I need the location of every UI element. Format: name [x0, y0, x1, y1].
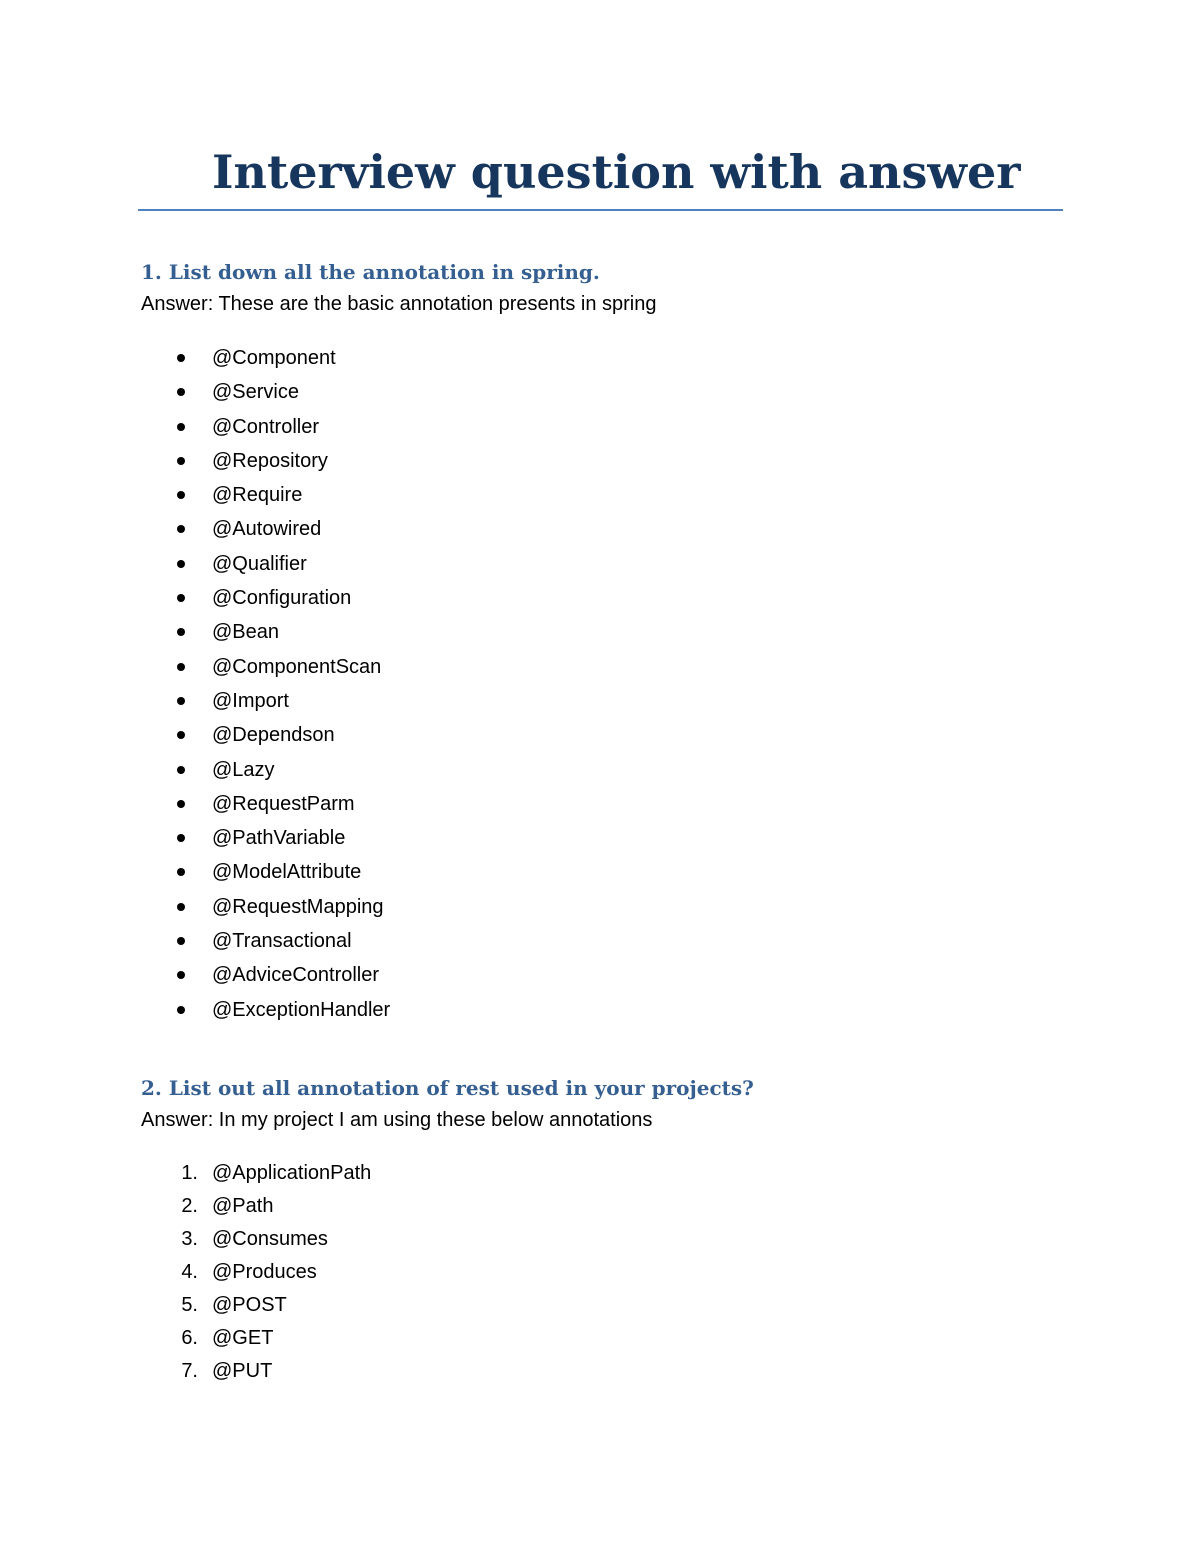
title-underline — [138, 209, 1063, 211]
bullet-icon — [177, 491, 185, 499]
question-1-heading: 1. List down all the annotation in spring. — [141, 260, 600, 284]
list-number: 3. — [181, 1228, 198, 1250]
bullet-icon — [177, 731, 185, 739]
list-number: 4. — [181, 1261, 198, 1283]
list-number: 1. — [181, 1162, 198, 1184]
bullet-icon — [177, 937, 185, 945]
bullet-icon — [177, 354, 185, 362]
bullet-icon — [177, 457, 185, 465]
answer-2-text: Answer: In my project I am using these below annotations — [141, 1109, 653, 1131]
bullet-icon — [177, 800, 185, 808]
bullet-icon — [177, 766, 185, 774]
bullet-icon — [177, 423, 185, 431]
list-number: 7. — [181, 1360, 198, 1382]
bullet-icon — [177, 628, 185, 636]
bullet-icon — [177, 388, 185, 396]
document-page: Interview question with answer 1. List down all the annotation in spring. Answer: These are the basic annotation presents in spring @Component @Service @Controller @Repository @Require @Autowired @Qualifier @Configuration @Bean @ComponentScan @Import @Dependson @Lazy @RequestParm @PathVariable @ModelAttribute @RequestMapping @Transactional @AdviceController @ExceptionHandler 2. List out all annotation of rest used in your projects? Answer: In my project I am using these below annotations 1. @ApplicationPath 2. @Path 3. @Consumes 4. @Produces 5. @POST 6. @GET 7. @PUT — [0, 0, 1200, 1553]
bullet-icon — [177, 971, 185, 979]
bullet-icon — [177, 697, 185, 705]
answer-1-text: Answer: These are the basic annotation presents in spring — [141, 293, 657, 315]
bullet-icon — [177, 594, 185, 602]
list-number: 2. — [181, 1195, 198, 1217]
question-2-heading: 2. List out all annotation of rest used in your projects? — [141, 1076, 754, 1100]
bullet-icon — [177, 903, 185, 911]
bullet-icon — [177, 525, 185, 533]
bullet-icon — [177, 560, 185, 568]
document-title: Interview question with answer — [212, 145, 1021, 199]
bullet-icon — [177, 834, 185, 842]
bullet-icon — [177, 1006, 185, 1014]
list-number: 6. — [181, 1327, 198, 1349]
list-number: 5. — [181, 1294, 198, 1316]
bullet-icon — [177, 663, 185, 671]
bullet-icon — [177, 868, 185, 876]
